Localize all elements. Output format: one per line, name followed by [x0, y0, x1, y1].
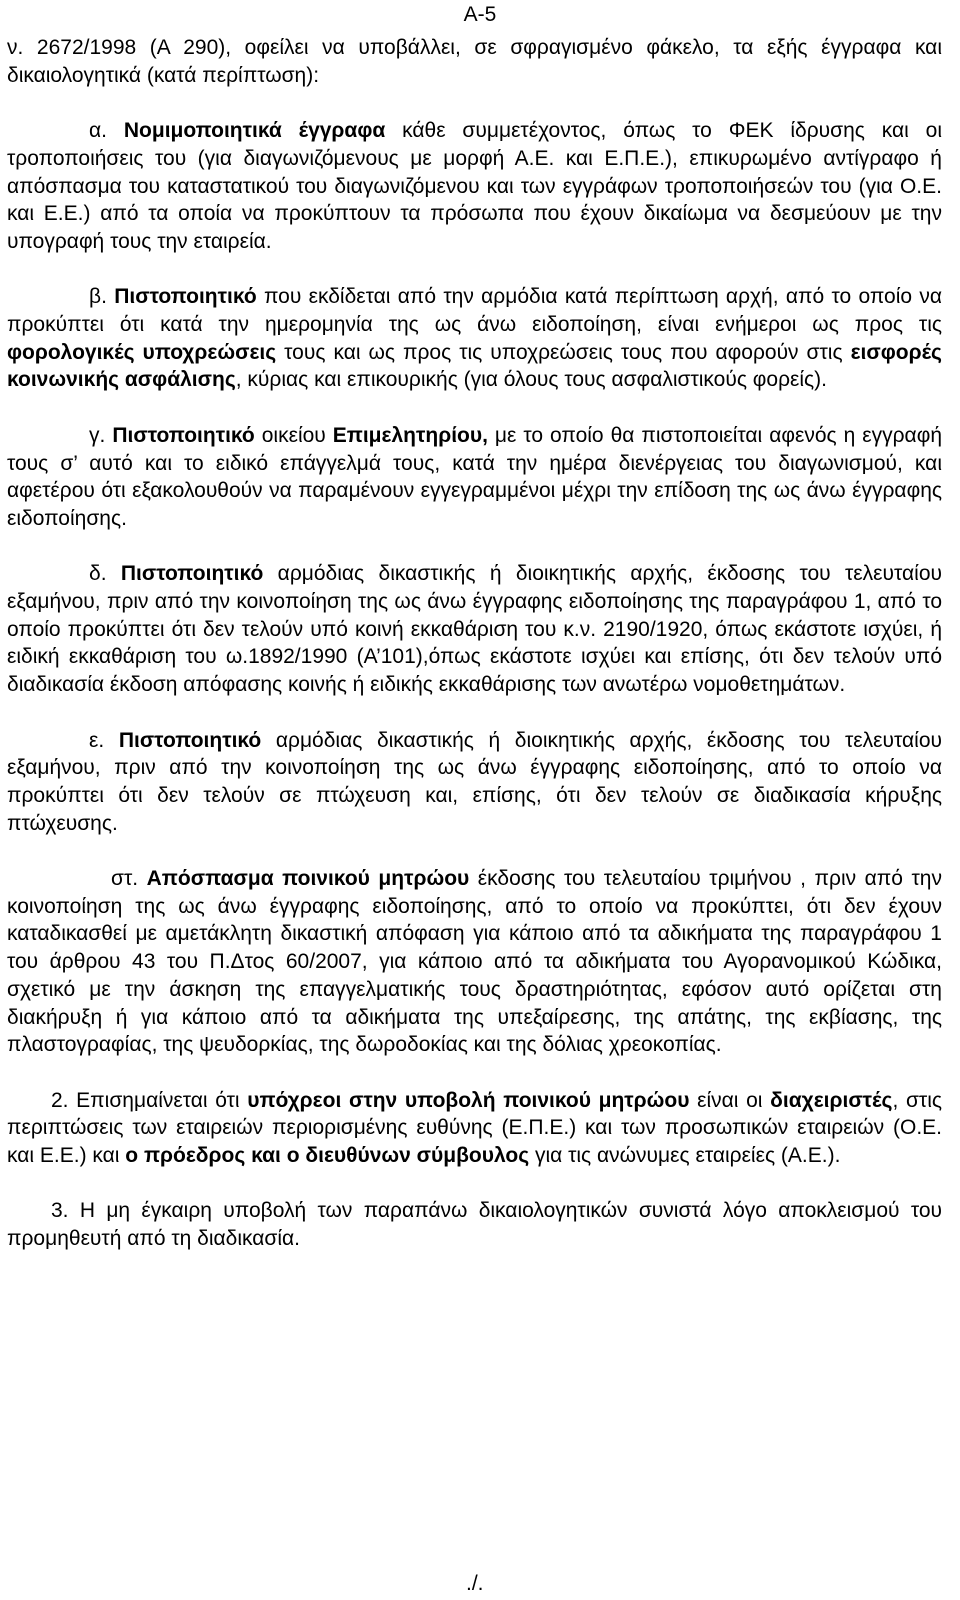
item-b-marker: β. — [89, 285, 107, 309]
intro-text: ν. 2672/1998 (Α 290), οφείλει να υποβάλλει, σε σφραγισμένο φάκελο, τα εξής έγγραφα και δικαιολογητικά (κατά περίπτωση): — [7, 36, 942, 87]
item-3-marker: 3. — [51, 1199, 69, 1223]
page-number: A-5 — [463, 3, 497, 26]
item-3-text: Η μη έγκαιρη υποβολή των παραπάνω δικαιολογητικών συνιστά λόγο αποκλεισμού του προμηθευτή από τη διαδικασία. — [7, 1199, 942, 1251]
item-b-bold-2: φορολογικές υποχρεώσεις — [7, 340, 277, 364]
item-2-paragraph — [7, 1087, 942, 1170]
item-a-text: κάθε συμμετέχοντος, όπως το ΦΕΚ ίδρυσης και οι τροποποιήσεις του (για διαγωνιζόμενους με μορφή Α.Ε. και Ε.Π.Ε.), επικυρωμένο αντίγραφο ή απόσπασμα του καταστατικού του διαγωνιζόμενου και των εγγράφων τροποποιήσεών του (για Ο.Ε. και Ε.Ε.) από τα οποία να προκύπτουν τα πρόσωπα που έχουν δικαίωμα να δεσμεύουν με την υπογραφή τους την εταιρεία. — [7, 119, 943, 253]
item-2-text-2: είναι οι — [689, 1088, 771, 1112]
item-e-marker: ε. — [89, 728, 105, 752]
intro-paragraph — [7, 34, 942, 89]
continuation-mark: ./. — [466, 1572, 484, 1595]
item-c-marker: γ. — [89, 423, 106, 447]
item-2-bold-2: διαχειριστές — [770, 1088, 893, 1112]
item-e-text: αρμόδιας δικαστικής ή διοικητικής αρχής, έκδοσης του τελευταίου εξαμήνου, πριν από την κοινοποίηση της ως άνω έγγραφης ειδοποίησης, από το οποίο να προκύπτει ότι δεν τελούν σε πτώχευση και, επίσης, ότι δεν τελούν σε διαδικασία κήρυξης πτώχευσης. — [7, 728, 942, 835]
document-body — [7, 34, 942, 1253]
item-c-bold-1: Πιστοποιητικό — [112, 423, 255, 447]
item-st-bold: Απόσπασμα ποινικού μητρώου — [146, 867, 470, 890]
item-st-marker: στ. — [111, 867, 139, 890]
item-d-paragraph — [7, 560, 942, 699]
item-e-paragraph — [7, 727, 942, 838]
item-2-text-1: Επισημαίνεται ότι — [68, 1088, 248, 1112]
item-d-marker: δ. — [89, 562, 107, 586]
item-b-paragraph — [7, 283, 942, 394]
item-b-bold-3: εισφορές κοινωνικής ασφάλισης — [7, 340, 942, 392]
item-b-text-2: τους και ως προς τις υποχρεώσεις τους που αφορούν στις — [276, 340, 851, 364]
item-c-paragraph — [7, 422, 942, 533]
item-b-bold-1: Πιστοποιητικό — [114, 285, 257, 309]
item-a-marker: α. — [89, 119, 107, 143]
item-a-paragraph — [7, 117, 942, 256]
item-st-paragraph — [7, 865, 942, 1059]
item-3-paragraph — [7, 1197, 942, 1252]
item-b-text-1: που εκδίδεται από την αρμόδια κατά περίπτωση αρχή, από το οποίο να προκύπτει ότι κατά την ημερομηνία της ως άνω ειδοποίηση, είναι ενήμεροι ως προς τις — [7, 285, 942, 336]
item-2-text-4: για τις ανώνυμες εταιρείες (Α.Ε.). — [529, 1144, 841, 1168]
item-d-text: αρμόδιας δικαστικής ή διοικητικής αρχής, έκδοσης του τελευταίου εξαμήνου, πριν από την κοινοποίηση της ως άνω έγγραφης ειδοποίησης της παραγράφου 1, από το οποίο προκύπτει ότι δεν τελούν υπό κοινή εκκαθάριση του κ.ν. 2190/1920, όπως εκάστοτε ισχύει, ή ειδική εκκαθάριση του ω.1892/1990 (Α’101),όπως εκάστοτε ισχύει και επίσης, ότι δεν τελούν υπό διαδικασία έκδοση απόφασης κοινής ή ειδικής εκκαθάρισης των ανωτέρω νομοθετημάτων. — [7, 562, 942, 697]
item-c-text-2: με το οποίο θα πιστοποιείται αφενός η εγγραφή τους σ’ αυτό και το ειδικό επάγγελμά τους, κατά την ημέρα διενέργειας του διαγωνισμού, και αφετέρου ότι εξακολουθούν να παραμένουν εγγεγραμμένοι μέχρι την επίδοση της ως άνω έγγραφης ειδοποίησης. — [7, 423, 942, 530]
item-b-text-3: , κύριας και επικουρικής (για όλους τους ασφαλιστικούς φορείς). — [235, 368, 828, 392]
item-e-bold: Πιστοποιητικό — [118, 728, 262, 752]
item-2-bold-3: ο πρόεδρος και ο διευθύνων σύμβουλος — [125, 1144, 530, 1168]
item-2-text-3: , στις περιπτώσεις των εταιρειών περιορισμένης ευθύνης (Ε.Π.Ε.) και των προσωπικών εταιρειών (Ο.Ε. και Ε.Ε.) και — [7, 1088, 943, 1168]
item-d-bold: Πιστοποιητικό — [120, 562, 264, 586]
item-a-bold: Νομιμοποιητικά έγγραφα — [123, 119, 386, 143]
item-2-marker: 2. — [51, 1088, 69, 1112]
item-2-bold-1: υπόχρεοι στην υποβολή ποινικού μητρώου — [247, 1088, 690, 1112]
item-st-text: έκδοσης του τελευταίου τριμήνου , πριν από την κοινοποίηση της ως άνω έγγραφης ειδοποίησης, από το οποίο να προκύπτει, ότι δεν έχουν καταδικασθεί με αμετάκλητη δικαστική απόφαση για κάποιο από τα αδικήματα της παραγράφου 1 του άρθρου 43 του Π.Δτος 60/2007, για κάποιο από τα αδικήματα του Αγορανομικού Κώδικα, σχετικό με την άσκηση της επαγγελματικής τους δραστηριότητας, εφόσον αυτό ορίζεται στη διακήρυξη ή για κάποιο από τα αδικήματα της υπεξαίρεσης, της απάτης, της εκβίασης, της πλαστογραφίας, της ψευδορκίας, της δωροδοκίας και της δόλιας χρεοκοπίας. — [7, 867, 942, 1057]
item-c-bold-2: Επιμελητηρίου, — [332, 423, 488, 447]
item-c-text-1: οικείου — [254, 423, 333, 447]
